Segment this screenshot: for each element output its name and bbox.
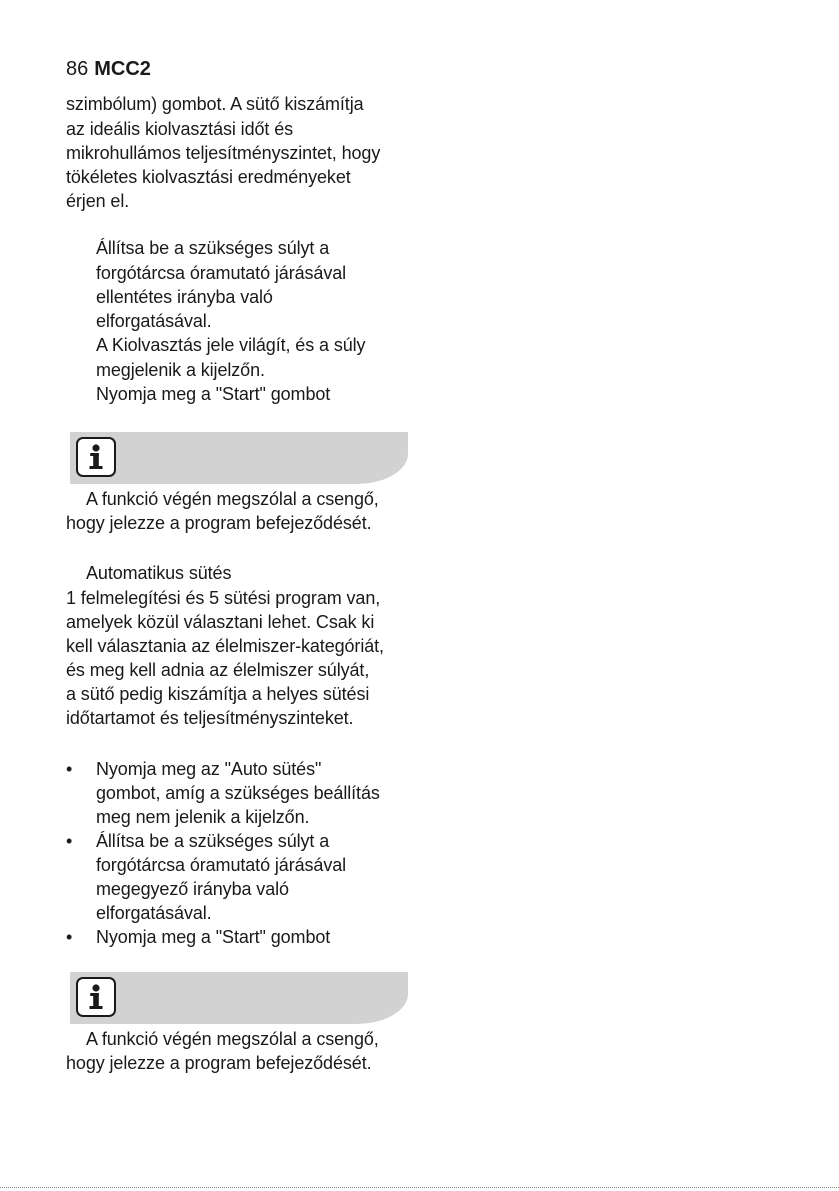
bullet-line: meg nem jelenik a kijelzőn. [96,807,310,827]
auto-cook-line: kell választania az élelmiszer-kategóriát, [66,636,384,656]
model-name: MCC2 [94,58,151,80]
bullet-line: Nyomja meg az "Auto sütés" [96,759,322,779]
defrost-step-line: elforgatásával. [96,311,212,331]
info-note-text: A funkció végén megszólal a csengő, [86,1029,379,1049]
bullet-marker: • [66,831,73,851]
auto-cook-line: időtartamot és teljesítményszinteket. [66,708,354,728]
auto-cook-line: 1 felmelegítési és 5 sütési program van, [66,588,381,608]
section-heading: Automatikus sütés [86,563,232,583]
bullet-line: gombot, amíg a szükséges beállítás [96,783,380,803]
page-header [66,56,151,82]
defrost-step-line: Nyomja meg a "Start" gombot [96,384,331,404]
bullet-marker: • [66,759,73,779]
intro-line: az ideális kiolvasztási időt és [66,119,294,139]
bullet-line: megegyező irányba való [96,879,289,899]
auto-cook-line: a sütő pedig kiszámítja a helyes sütési [66,684,370,704]
auto-cook-line: amelyek közül választani lehet. Csak ki [66,612,375,632]
intro-line: érjen el. [66,191,130,211]
defrost-step-line: ellentétes irányba való [96,287,273,307]
page-edge-rule [0,1187,839,1188]
defrost-step-line: megjelenik a kijelzőn. [96,360,265,380]
defrost-step-line: Állítsa be a szükséges súlyt a [96,238,330,258]
bullet-line: Nyomja meg a "Start" gombot [96,927,331,947]
info-note-text: hogy jelezze a program befejeződését. [66,1053,372,1073]
defrost-step-line: A Kiolvasztás jele világít, és a súly [96,335,366,355]
info-note-bar [70,432,408,484]
auto-cook-line: és meg kell adnia az élelmiszer súlyát, [66,660,370,680]
bullet-line: Állítsa be a szükséges súlyt a [96,831,330,851]
intro-line: mikrohullámos teljesítményszintet, hogy [66,143,381,163]
info-note-bar [70,972,408,1024]
intro-line: szimbólum) gombot. A sütő kiszámítja [66,94,364,114]
info-note-text: A funkció végén megszólal a csengő, [86,489,379,509]
info-note-text: hogy jelezze a program befejeződését. [66,513,372,533]
bullet-line: elforgatásával. [96,903,212,923]
intro-line: tökéletes kiolvasztási eredményeket [66,167,351,187]
bullet-line: forgótárcsa óramutató járásával [96,855,347,875]
info-icon [76,437,116,477]
info-icon [76,977,116,1017]
page-number: 86 [66,58,89,80]
bullet-marker: • [66,927,73,947]
defrost-step-line: forgótárcsa óramutató járásával [96,263,347,283]
